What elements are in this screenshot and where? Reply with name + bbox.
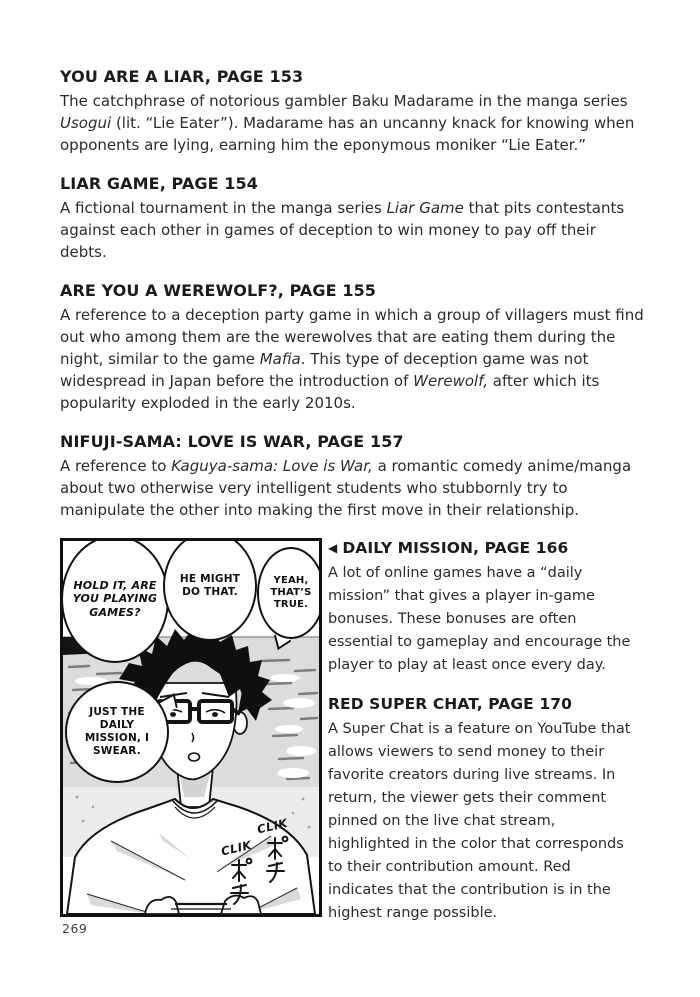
- entry-body: The catchphrase of notorious gambler Baku Madarame in the manga series Usogui (lit. “Lie Eater”). Madarame has an uncanny knack for knowing when opponents are lying, earning him the eponymous moniker “Lie Eater.”: [60, 92, 635, 154]
- glossary-entry: [328, 694, 640, 925]
- speech-bubble-hold-it: [61, 538, 169, 663]
- pochi-katakana-icon: [265, 835, 289, 885]
- glossary-entry: [60, 280, 645, 414]
- speech-text: HOLD IT, ARE YOU PLAYING GAMES?: [72, 578, 158, 619]
- entry-title: [60, 173, 645, 194]
- bottom-section: [60, 538, 645, 942]
- entry-title: [328, 694, 640, 715]
- glossary-column-left: [60, 66, 645, 521]
- speech-bubble-just-the: [65, 681, 169, 783]
- sfx-clik-pochi-2: [255, 815, 290, 885]
- glossary-entry: [60, 431, 645, 521]
- entry-title: [60, 280, 645, 301]
- entry-body: A Super Chat is a feature on YouTube that allows viewers to send money to their favorite creators during live streams. In return, the viewer gets their comment pinned on the live chat stream, highlighted in the color that corresponds to their contribution amount. Red indicates that the contribution is in the highest range possible.: [328, 721, 631, 921]
- entry-body: A fictional tournament in the manga series Liar Game that pits contestants against each other in games of deception to win money to pay off their debts.: [60, 199, 625, 261]
- speech-text: JUST THE DAILY MISSION, I SWEAR.: [84, 706, 150, 757]
- glossary-entry: [60, 173, 645, 263]
- entry-title-text: ARE YOU A WEREWOLF?, PAGE 155: [60, 281, 377, 300]
- glossary-entry: [328, 538, 640, 677]
- entry-body: A reference to Kaguya-sama: Love is War, a romantic comedy anime/manga about two otherwise very intelligent students who stubbornly try to manipulate the other into making the first move in their relationship.: [60, 457, 632, 519]
- speech-bubble-yeah: [257, 547, 322, 639]
- entry-title: [60, 431, 645, 452]
- page-number: 269: [62, 921, 88, 936]
- entry-title-text: DAILY MISSION, PAGE 166: [342, 539, 569, 557]
- speech-text: YEAH, THAT’S TRUE.: [270, 574, 312, 611]
- entry-title: [60, 66, 645, 87]
- pochi-katakana-icon: [229, 857, 253, 907]
- entry-body: A reference to a deception party game in which a group of villagers must find out who among them are the werewolves that are eating them during the night, similar to the game Mafia. This type of deception game was not widespread in Japan before the introduction of Werewolf, after which its popularity exploded in the early 2010s.: [60, 306, 644, 412]
- entry-title: [328, 538, 640, 559]
- manga-panel: [60, 538, 322, 917]
- entry-title-text: YOU ARE A LIAR, PAGE 153: [60, 67, 304, 86]
- sfx-latin-text: CLIK: [219, 837, 254, 859]
- manga-figure: [60, 538, 322, 942]
- glossary-entry: [60, 66, 645, 156]
- sfx-clik-pochi-1: [219, 837, 254, 907]
- left-arrow-icon: ◀: [328, 541, 338, 555]
- entry-body: A lot of online games have a “daily mission” that gives a player in-game bonuses. These bonuses are often essential to gameplay and encourage the player to play at least once every day.: [328, 565, 631, 673]
- entry-title-text: NIFUJI-SAMA: LOVE IS WAR, PAGE 157: [60, 432, 404, 451]
- glossary-column-right: [328, 538, 640, 942]
- speech-text: HE MIGHT DO THAT.: [179, 573, 241, 598]
- sfx-latin-text: CLIK: [255, 815, 290, 837]
- entry-title-text: RED SUPER CHAT, PAGE 170: [328, 695, 572, 713]
- entry-title-text: LIAR GAME, PAGE 154: [60, 174, 259, 193]
